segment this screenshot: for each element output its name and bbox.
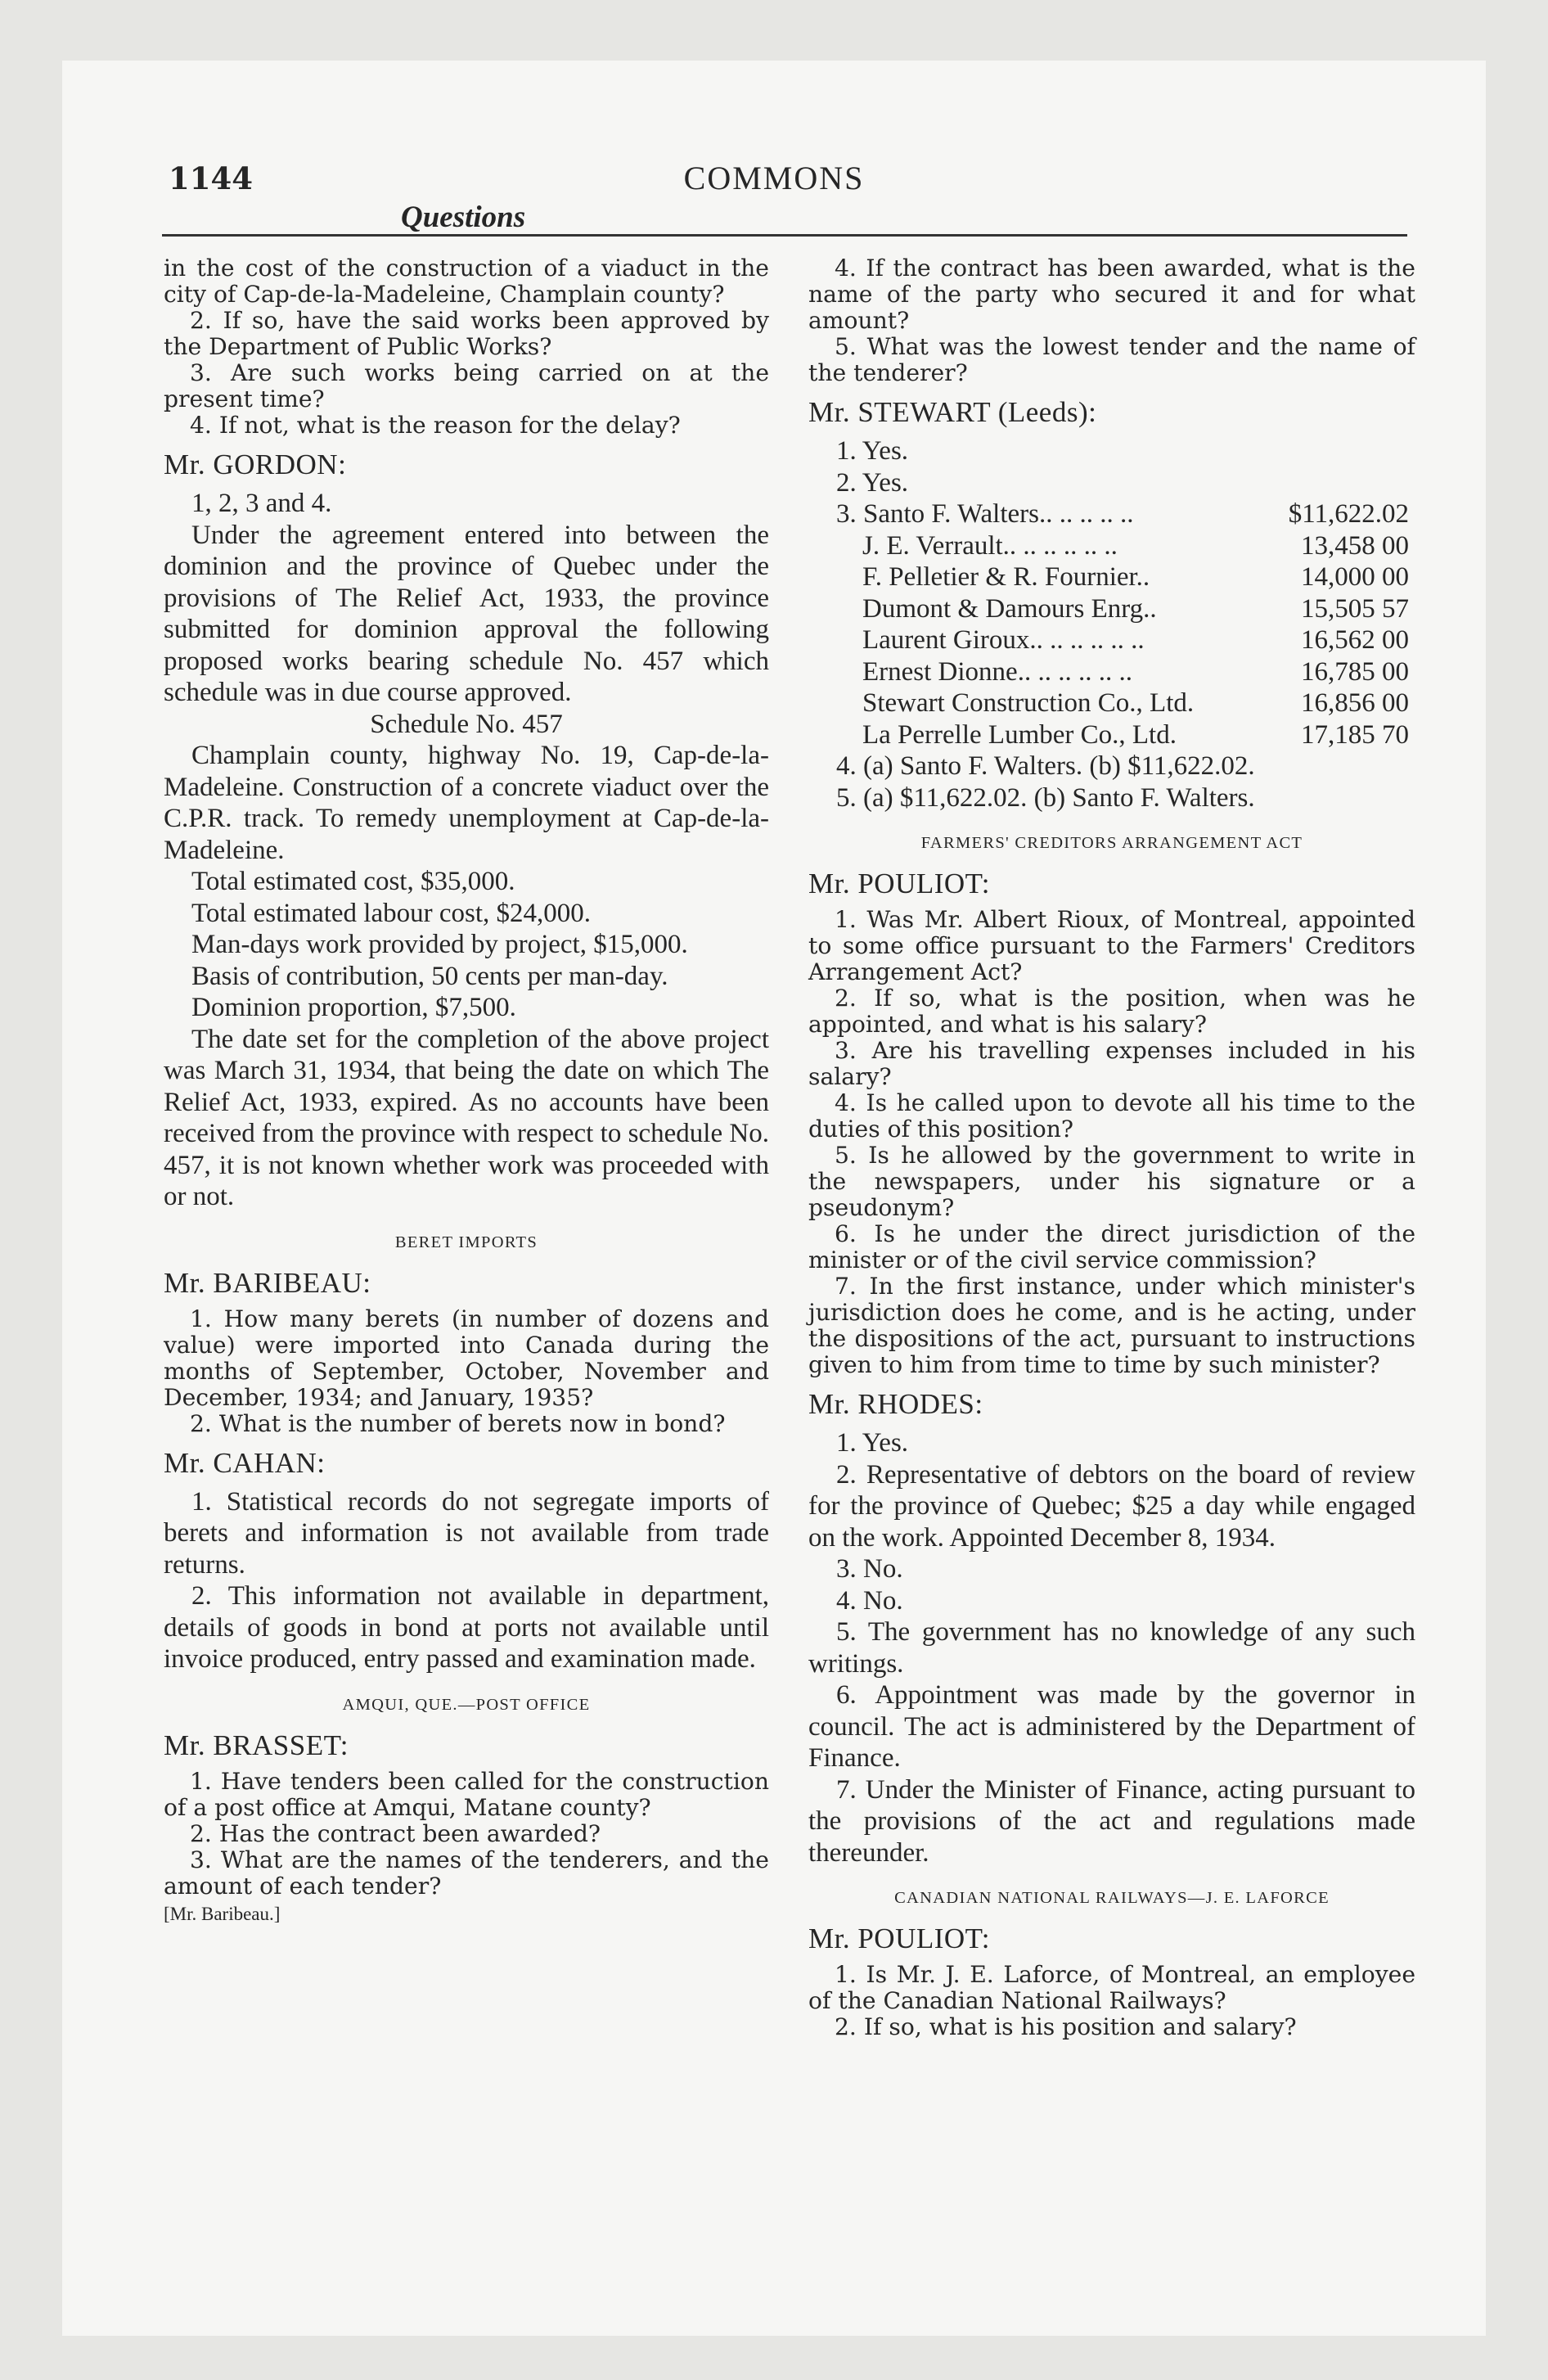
- section-heading: BERET IMPORTS: [394, 1233, 538, 1251]
- answer-text: Total estimated cost, $35,000.: [191, 867, 515, 896]
- question-text: 1. Have tenders been called for the construction of a post office at Amqui, Matane county?: [164, 1767, 769, 1821]
- right-column: [808, 255, 1415, 2040]
- tender-name: Stewart Construction Co., Ltd.: [862, 688, 1195, 718]
- answer-text: Under the agreement entered into between the dominion and the province of Quebec under the provisions of The Relief Act, 1933, the province submitted for dominion approval the following proposed works bearing schedule No. 457 which schedule was in due course approved.: [164, 520, 769, 707]
- tender-row: [808, 561, 1415, 593]
- speaker-name: Mr. GORDON:: [164, 449, 347, 480]
- answer-text: Champlain county, highway No. 19, Cap-de-la-Madeleine. Construction of a concrete viaduct over the C.P.R. track. To remedy unemployment at Cap-de-la-Madeleine.: [164, 741, 769, 865]
- tender-name: Laurent Giroux.. .. .. .. .. ..: [862, 625, 1145, 655]
- schedule-heading: Schedule No. 457: [370, 709, 563, 739]
- answer-text: Man-days work provided by project, $15,000.: [191, 930, 688, 959]
- footnote: [Mr. Baribeau.]: [164, 1903, 281, 1924]
- tender-name: J. E. Verrault.. .. .. .. .. ..: [862, 530, 1118, 561]
- tender-row: [808, 530, 1415, 562]
- answer-text: 2. This information not available in department, details of goods in bond at ports not available until invoice produced, entry passed and examination made.: [164, 1581, 769, 1674]
- header-rule: [162, 234, 1407, 237]
- section-label: Questions: [401, 201, 526, 234]
- speaker-name: Mr. CAHAN:: [164, 1446, 326, 1479]
- question-text: 4. Is he called upon to devote all his time to the duties of this position?: [808, 1089, 1415, 1143]
- speaker-name: Mr. BRASSET:: [164, 1729, 349, 1761]
- question-text: 4. If not, what is the reason for the delay?: [190, 412, 681, 439]
- tender-name: 3. Santo F. Walters.. .. .. .. ..: [836, 499, 1134, 529]
- speaker-name: Mr. RHODES:: [808, 1388, 983, 1420]
- speaker-name: Mr. POULIOT:: [808, 868, 991, 899]
- answer-text: 1. Yes.: [836, 436, 909, 466]
- answer-text: 2. Yes.: [836, 467, 909, 498]
- tender-amount: 16,856 00: [1301, 688, 1409, 718]
- left-column: [164, 255, 769, 1926]
- tender-row: [808, 656, 1415, 688]
- tender-amount: 16,785 00: [1301, 656, 1409, 687]
- question-text: 2. If so, have the said works been approved by the Department of Public Works?: [164, 307, 769, 360]
- question-text: 2. If so, what is the position, when was he appointed, and what is his salary?: [808, 985, 1415, 1038]
- tender-name: Ernest Dionne.. .. .. .. .. ..: [862, 656, 1132, 687]
- answer-text: 5. (a) $11,622.02. (b) Santo F. Walters.: [836, 782, 1255, 813]
- page-number: 1144: [169, 160, 253, 196]
- question-text: 2. Has the contract been awarded?: [190, 1819, 601, 1847]
- question-text: 3. Are his travelling expenses included in his salary?: [808, 1037, 1415, 1090]
- tender-row: [808, 498, 1415, 530]
- page-header: [0, 0, 1548, 246]
- question-text: 2. If so, what is his position and salary?: [835, 2013, 1297, 2040]
- answer-text: Total estimated labour cost, $24,000.: [191, 898, 592, 928]
- section-heading: CANADIAN NATIONAL RAILWAYS—J. E. LAFORCE: [894, 1889, 1330, 1907]
- answer-text: 3. No.: [836, 1554, 903, 1584]
- question-text: 1. Was Mr. Albert Rioux, of Montreal, appointed to some office pursuant to the Farmers' Creditors Arrangement Act?: [808, 906, 1415, 985]
- answer-text: 1, 2, 3 and 4.: [191, 489, 332, 518]
- tender-amount: 14,000 00: [1301, 562, 1409, 592]
- question-text: 2. What is the number of berets now in bond?: [190, 1409, 726, 1437]
- tender-name: Dumont & Damours Enrg..: [862, 593, 1157, 624]
- answer-text: 1. Yes.: [836, 1428, 909, 1458]
- answer-text: 4. No.: [836, 1585, 903, 1616]
- answer-text: 1. Statistical records do not segregate imports of berets and information is not available from trade returns.: [164, 1486, 769, 1580]
- speaker-name: Mr. POULIOT:: [808, 1922, 991, 1954]
- tender-row: [808, 593, 1415, 625]
- answer-text: 2. Representative of debtors on the board of review for the province of Quebec; $25 a day while engaged on the work. Appointed December 8, 1934.: [808, 1459, 1415, 1553]
- speaker-name: Mr. BARIBEAU:: [164, 1266, 371, 1299]
- running-head: COMMONS: [683, 160, 865, 196]
- section-heading: FARMERS' CREDITORS ARRANGEMENT ACT: [920, 834, 1303, 852]
- tender-name: La Perrelle Lumber Co., Ltd.: [862, 719, 1177, 750]
- question-text: 4. If the contract has been awarded, what is the name of the party who secured it and for what amount?: [808, 255, 1415, 334]
- question-text: 5. What was the lowest tender and the name of the tenderer?: [808, 333, 1415, 386]
- speaker-name: Mr. STEWART (Leeds):: [808, 396, 1097, 428]
- question-text: 7. In the first instance, under which minister's jurisdiction does he come, and is he acting, under the dispositions of the act, pursuant to instructions given to him from time to time by such minister?: [808, 1273, 1415, 1378]
- question-text: 1. How many berets (in number of dozens and value) were imported into Canada during the months of September, October, November and December, 1934; and January, 1935?: [164, 1305, 769, 1411]
- answer-text: 5. The government has no knowledge of any such writings.: [808, 1617, 1415, 1679]
- tender-row: [808, 624, 1415, 656]
- answer-text: Basis of contribution, 50 cents per man-day.: [191, 961, 668, 991]
- question-text: 5. Is he allowed by the government to write in the newspapers, under his signature or a pseudonym?: [808, 1142, 1415, 1221]
- tender-amount: 13,458 00: [1301, 530, 1409, 561]
- question-text: 3. Are such works being carried on at the present time?: [164, 359, 769, 412]
- question-text: 3. What are the names of the tenderers, and the amount of each tender?: [164, 1846, 769, 1900]
- answer-text: The date set for the completion of the above project was March 31, 1934, that being the date on which The Relief Act, 1933, expired. As no accounts have been received from the province with respect to schedule No. 457, it is not known whether work was proceeded with or not.: [164, 1024, 769, 1211]
- tender-amount: 16,562 00: [1301, 625, 1409, 655]
- tender-name: F. Pelletier & R. Fournier..: [862, 562, 1150, 592]
- tender-amount: 17,185 70: [1301, 719, 1409, 750]
- tender-amount: $11,622.02: [1288, 499, 1409, 529]
- tender-row: [808, 687, 1415, 719]
- answer-text: 7. Under the Minister of Finance, acting pursuant to the provisions of the act and regulations made thereunder.: [808, 1774, 1415, 1868]
- tender-amount: 15,505 57: [1301, 593, 1409, 624]
- question-text: in the cost of the construction of a viaduct in the city of Cap-de-la-Madeleine, Champlain county?: [164, 255, 769, 308]
- answer-text: 4. (a) Santo F. Walters. (b) $11,622.02.: [836, 751, 1255, 781]
- section-heading: AMQUI, QUE.—POST OFFICE: [342, 1695, 591, 1714]
- question-text: 1. Is Mr. J. E. Laforce, of Montreal, an employee of the Canadian National Railways?: [808, 1961, 1415, 2014]
- question-text: 6. Is he under the direct jurisdiction of the minister or of the civil service commission?: [808, 1220, 1415, 1273]
- answer-text: 6. Appointment was made by the governor in council. The act is administered by the Department of Finance.: [808, 1680, 1415, 1773]
- tender-row: [808, 719, 1415, 751]
- answer-text: Dominion proportion, $7,500.: [191, 993, 516, 1022]
